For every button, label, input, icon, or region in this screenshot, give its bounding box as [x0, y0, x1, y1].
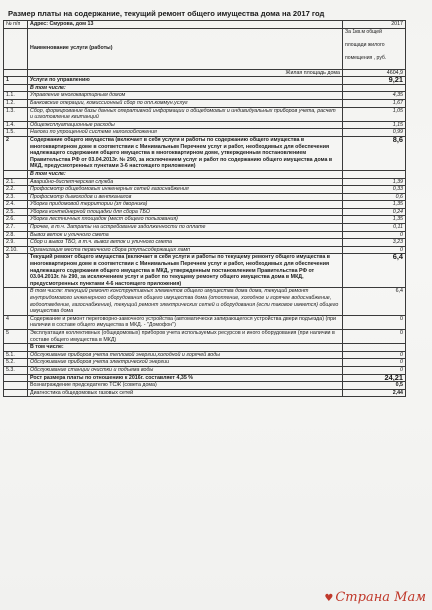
- row-value: 1,67: [343, 99, 406, 107]
- table-row: [4, 374, 406, 382]
- table-row: [4, 201, 406, 209]
- row-service-text: Аварийно-диспетчерская служба: [28, 178, 343, 186]
- row-value: 0,11: [343, 224, 406, 232]
- table-row: [4, 107, 406, 121]
- row-service-text: Налоги по упрощенной системе налогообложения: [28, 129, 343, 137]
- table-row: [4, 193, 406, 201]
- row-service-text: В том числе:: [28, 84, 343, 92]
- table-row: [4, 389, 406, 397]
- row-service-text: Содержание общего имущества (включает в себя услуги и работы по содержанию общего имущества в многоквартирном доме в соответствии с Минимальным Перечнем услуг и работ, необходимых для обеспечения надлежащего содержания общего имущества в многоквартирном доме, утвержденным постановлением Правительства РФ от 03.04.2013г. № 290, за исключением услуг и работ по содержанию общего имущества дома в МКД, предусмотренных пунктами 3-6 настоящего приложения): [28, 136, 343, 170]
- table-row: [4, 315, 406, 329]
- row-number: 2.7.: [4, 224, 28, 232]
- row-value: 0: [343, 351, 406, 359]
- row-value: 0: [343, 329, 406, 343]
- row-number: 5.2.: [4, 359, 28, 367]
- header-row-address: [4, 21, 406, 29]
- table-row: [4, 344, 406, 352]
- row-service-text: Услуги по управлению: [28, 77, 343, 85]
- row-number: 1.1.: [4, 92, 28, 100]
- row-service-text: Сбор, формирование базы данных оперативной информации о общедомовых и индивидуальных приборов учета, расчет и изготовление квитанций: [28, 107, 343, 121]
- row-value: 4,35: [343, 92, 406, 100]
- tariff-table: [3, 20, 406, 397]
- row-service-text: Обслуживание станции очистки и подъема воды: [28, 366, 343, 374]
- row-value: 1,15: [343, 121, 406, 129]
- table-row: [4, 366, 406, 374]
- row-value: 0: [343, 315, 406, 329]
- row-service-text: Обслуживание приборов учета тепловой энергии,холодной и горячей воды: [28, 351, 343, 359]
- row-number: [4, 170, 28, 178]
- row-service-text: Диагностика общедомовых газовых сетей: [28, 389, 343, 397]
- row-value: 0: [343, 246, 406, 254]
- watermark-text: Страна Мам: [335, 590, 426, 605]
- row-number: 2.2.: [4, 186, 28, 194]
- row-number: 5: [4, 329, 28, 343]
- header-area-label: Жилая площадь дома: [28, 69, 343, 77]
- table-row: [4, 129, 406, 137]
- row-number: 2.9.: [4, 239, 28, 247]
- row-value: 6,4: [343, 288, 406, 315]
- row-number: 2.5.: [4, 208, 28, 216]
- row-service-text: Профосмотр дымоходов и вентканалов: [28, 193, 343, 201]
- row-number: 2: [4, 136, 28, 170]
- row-value: 0: [343, 359, 406, 367]
- table-row: [4, 178, 406, 186]
- row-number: [4, 84, 28, 92]
- heart-icon: ♥: [324, 593, 334, 604]
- row-service-text: Общеэксплуатационные расходы: [28, 121, 343, 129]
- table-row: [4, 231, 406, 239]
- row-value: 2,44: [343, 389, 406, 397]
- row-service-text: Организация места первичного сбора ртутьсодержащих ламп: [28, 246, 343, 254]
- row-number: 1.5.: [4, 129, 28, 137]
- header-unit-label: За 1кв.м общей площади жилого помещения , руб.: [343, 28, 406, 69]
- row-number: 2.10.: [4, 246, 28, 254]
- row-service-text: Рост размера платы по отношению к 2016г. составляет 4,35 %: [28, 374, 343, 382]
- watermark: [324, 590, 426, 605]
- row-number: 1.4.: [4, 121, 28, 129]
- row-number: 5.3.: [4, 366, 28, 374]
- table-row: [4, 239, 406, 247]
- row-value: 0,24: [343, 208, 406, 216]
- row-value: 0,99: [343, 129, 406, 137]
- row-number: [4, 344, 28, 352]
- table-row: [4, 92, 406, 100]
- row-value: 0: [343, 366, 406, 374]
- row-value: 9,21: [343, 77, 406, 85]
- row-service-text: Уборка контейнерной площадки для сбора ТБО: [28, 208, 343, 216]
- row-value: 0: [343, 231, 406, 239]
- row-service-text: Обслуживание приборов учета электрической энергии: [28, 359, 343, 367]
- row-service-text: Банковские операции, комиссионный сбор по опл.коммун.услуг: [28, 99, 343, 107]
- row-service-text: В том числе: текущий ремонт конструктивных элементов общего имущества дома дома, текущий ремонт внутридомового инженерного оборудования общего имущества дома (отопление, холодное и горячее водоснабжение, водоотведение, газоснабжение), текущий ремонт электрических сетей и оборудования (если таковое имеется) общего имущества дома: [28, 288, 343, 315]
- row-service-text: Уборка придомовой территории (зп дворника): [28, 201, 343, 209]
- row-value: [343, 344, 406, 352]
- row-service-text: В том числе:: [28, 344, 343, 352]
- row-number: [4, 374, 28, 382]
- row-service-text: Содержание и ремонт переговорно-замочного устройства (автоматически запирающегося устройства двери подъезда) (при наличии в составе общего имущества в МКД. - "Домофон"): [28, 315, 343, 329]
- row-number: 3: [4, 254, 28, 288]
- document-title: Размер платы на содержание, текущий ремонт общего имущества дома на 2017 год: [8, 9, 325, 18]
- row-service-text: Эксплуатация коллективных (общедомовых) приборов учета используемых ресурсов и иного оборудования (при наличии в составе общего имущества в МКД): [28, 329, 343, 343]
- row-service-text: Сбор и вывоз ТБО, в т.ч. вывоз веток и уличного смета: [28, 239, 343, 247]
- row-value: 1,05: [343, 107, 406, 121]
- table-row: [4, 329, 406, 343]
- table-row: [4, 186, 406, 194]
- table-row: [4, 99, 406, 107]
- row-value: 3,23: [343, 239, 406, 247]
- row-value: 0,33: [343, 186, 406, 194]
- table-row: [4, 208, 406, 216]
- row-number: 2.1.: [4, 178, 28, 186]
- row-value: 1,35: [343, 216, 406, 224]
- header-address: Адрес: Смурова, дом 13: [28, 21, 343, 29]
- row-service-text: В том числе:: [28, 170, 343, 178]
- row-number: 1.2.: [4, 99, 28, 107]
- row-service-text: Управление многоквартирным домом: [28, 92, 343, 100]
- row-service-text: Прочее, в т.ч. Затраты на истребование задолженности по оплате: [28, 224, 343, 232]
- row-number: 2.6.: [4, 216, 28, 224]
- header-year: 2017: [343, 21, 406, 29]
- table-row: [4, 216, 406, 224]
- row-number: 1.3.: [4, 107, 28, 121]
- row-number: 1: [4, 77, 28, 85]
- header-row-area: [4, 69, 406, 77]
- row-number: [4, 382, 28, 390]
- row-value: [343, 170, 406, 178]
- row-service-text: Профосмотр общедомовых инженерных сетей газоснабжения: [28, 186, 343, 194]
- row-value: 0,5: [343, 382, 406, 390]
- table-row: [4, 224, 406, 232]
- table-row: [4, 77, 406, 85]
- row-number: [4, 389, 28, 397]
- row-number: 4: [4, 315, 28, 329]
- row-value: [343, 84, 406, 92]
- row-value: 8,6: [343, 136, 406, 170]
- table-row: [4, 351, 406, 359]
- header-row-service: [4, 28, 406, 69]
- table-row: [4, 359, 406, 367]
- row-number: 2.3.: [4, 193, 28, 201]
- table-row: [4, 136, 406, 170]
- table-row: [4, 246, 406, 254]
- table-row: [4, 254, 406, 288]
- row-number: 2.4.: [4, 201, 28, 209]
- row-service-text: Текущий ремонт общего имущества (включает в себя услуги и работы по текущему ремонту общего имущества в многоквартирном доме в соответствии с Минимальным Перечнем услуг и работ, необходимых для обеспечения надлежащего содержания общего имущества в МКД, утвержденным постановлением Правительства РФ от 03.04.2013г. № 290, за исключением услуг и работ по текущему ремонту общего имущества дома в МКД, предусмотренных пунктами 4-6 настоящего приложения): [28, 254, 343, 288]
- table-row: [4, 382, 406, 390]
- row-number: [4, 288, 28, 315]
- table-row: [4, 170, 406, 178]
- row-value: 24,21: [343, 374, 406, 382]
- table-row: [4, 288, 406, 315]
- table-row: [4, 84, 406, 92]
- row-number: 5.1.: [4, 351, 28, 359]
- row-number: 2.8.: [4, 231, 28, 239]
- row-service-text: Вознаграждение председателю ТСЖ (совета дома): [28, 382, 343, 390]
- header-no-label: № п/п: [4, 21, 28, 29]
- row-value: 0,6: [343, 193, 406, 201]
- row-value: 1,35: [343, 201, 406, 209]
- row-service-text: Вывоз веток и уличного смета: [28, 231, 343, 239]
- table-row: [4, 121, 406, 129]
- header-service-name-label: Наименование услуги (работы): [28, 28, 343, 69]
- row-value: 6,4: [343, 254, 406, 288]
- row-service-text: Уборка лестничных площадок (мест общего пользования): [28, 216, 343, 224]
- row-value: 1,39: [343, 178, 406, 186]
- header-area-value: 4604,9: [343, 69, 406, 77]
